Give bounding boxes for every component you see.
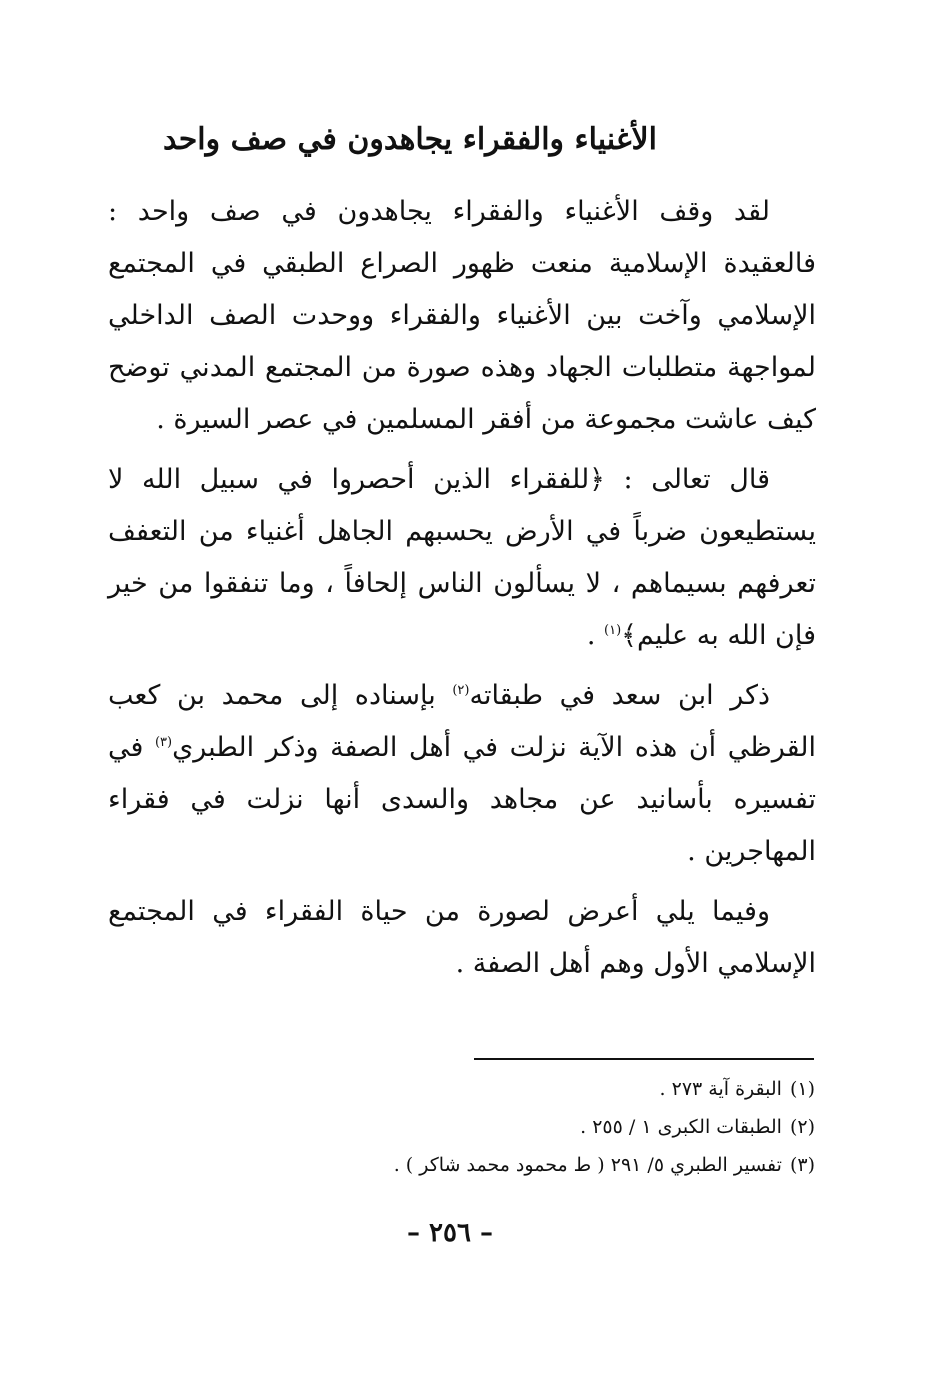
page-title: الأغنياء والفقراء يجاهدون في صف واحد <box>163 122 657 157</box>
paragraph-3-part-3: في تفسيره بأسانيد عن مجاهد والسدى أنها نزلت في فقراء المهاجرين . <box>108 732 816 867</box>
footnote-ref-3: (٣) <box>154 735 173 750</box>
body-text <box>108 186 816 990</box>
paragraph-1: لقد وقف الأغنياء والفقراء يجاهدون في صف واحد : فالعقيدة الإسلامية منعت ظهور الصراع الطبقي في المجتمع الإسلامي وآخت بين الأغنياء والفقراء ووحدت الصف الداخلي لمواجهة متطلبات الجهاد وهذه صورة من المجتمع المدني توضح كيف عاشت مجموعة من أفقر المسلمين في عصر السيرة . <box>108 196 816 435</box>
footnote-text: البقرة آية ٢٧٣ . <box>659 1078 782 1100</box>
paragraph-2 <box>108 454 816 662</box>
footnote-3 <box>300 1146 815 1184</box>
footnote-number: (١) <box>789 1078 815 1100</box>
paragraph-3-part-2: بإسناده إلى محمد بن كعب القرظي أن هذه الآية نزلت في أهل الصفة وذكر الطبري <box>108 680 816 763</box>
footnote-ref-1: (١) <box>604 623 622 638</box>
page-number: – ٢٥٦ – <box>406 1218 494 1248</box>
footnote-ref-2: (٢) <box>452 683 470 698</box>
footnote-number: (٢) <box>789 1116 815 1138</box>
paragraph-2-end: . <box>586 620 605 651</box>
footnote-number: (٣) <box>789 1154 815 1176</box>
footnotes <box>300 1070 815 1184</box>
footnote-divider <box>474 1058 814 1060</box>
footnote-text: تفسير الطبري ٥/ ٢٩١ ( ط محمود محمد شاكر ) . <box>393 1154 782 1176</box>
footnote-1 <box>300 1070 815 1108</box>
paragraph-3 <box>108 670 816 878</box>
paragraph-4: وفيما يلي أعرض لصورة من حياة الفقراء في المجتمع الإسلامي الأول وهم أهل الصفة . <box>108 896 816 979</box>
footnote-2 <box>300 1108 815 1146</box>
quran-verse-text: قال تعالى : ﴿للفقراء الذين أحصروا في سبيل الله لا يستطيعون ضرباً في الأرض يحسبهم الجاهل أغنياء من التعفف تعرفهم بسيماهم ، لا يسألون الناس إلحافاً ، وما تنفقوا من خير فإن الله به عليم﴾ <box>108 464 816 651</box>
paragraph-3-part-1: ذكر ابن سعد في طبقاته <box>469 680 770 711</box>
footnote-text: الطبقات الكبرى ١ / ٢٥٥ . <box>580 1116 782 1138</box>
